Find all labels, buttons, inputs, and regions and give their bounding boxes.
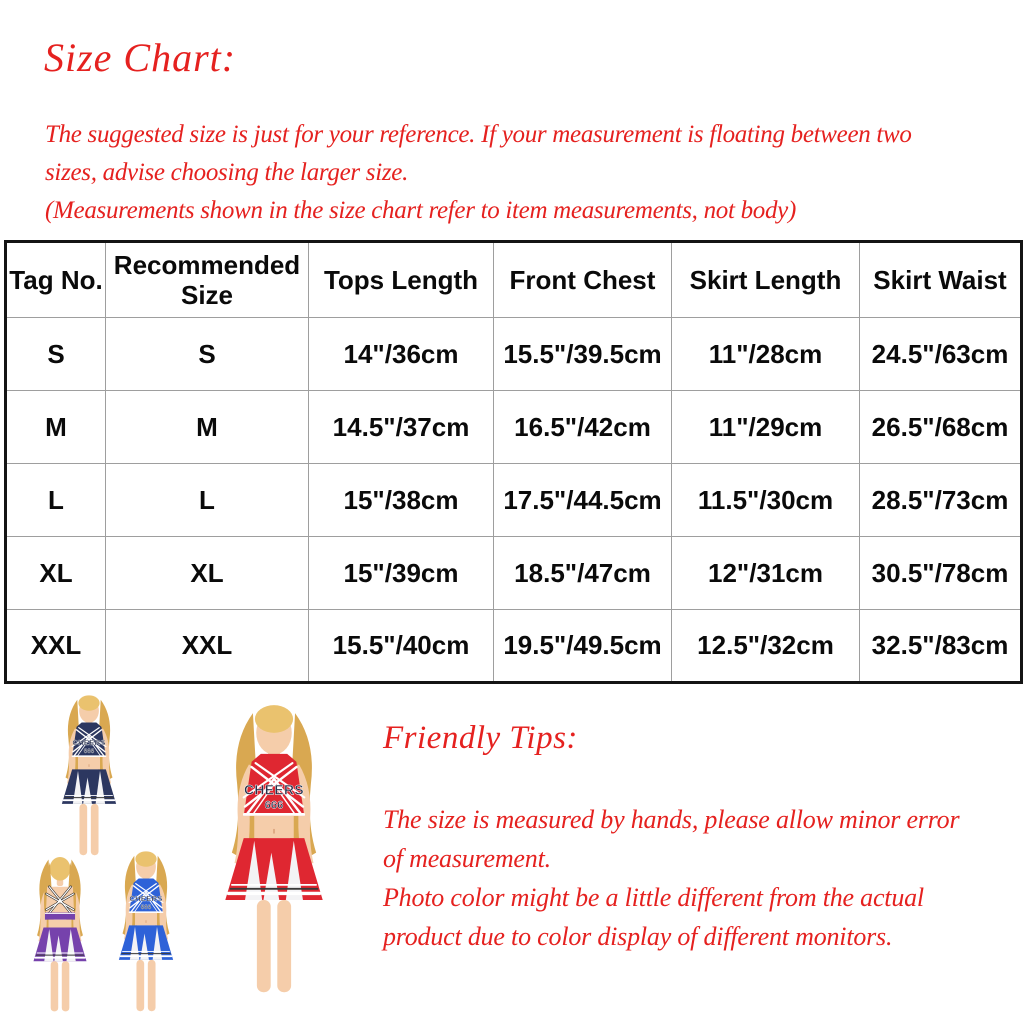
- table-cell: 15.5"/39.5cm: [494, 318, 672, 391]
- table-row: [6, 537, 1022, 610]
- product-photo-navy-front: [45, 688, 133, 864]
- table-cell: 14.5"/37cm: [309, 391, 494, 464]
- table-cell: 30.5"/78cm: [860, 537, 1022, 610]
- table-header-row: [6, 242, 1022, 318]
- column-header: Skirt Length: [672, 242, 860, 318]
- table-cell: 12.5"/32cm: [672, 610, 860, 683]
- svg-text:CHEERS: CHEERS: [72, 738, 106, 748]
- tips-note: [383, 800, 959, 956]
- tips-line: The size is measured by hands, please allow minor error: [383, 805, 960, 834]
- table-cell: 18.5"/47cm: [494, 537, 672, 610]
- column-header: Tag No.: [6, 242, 106, 318]
- svg-text:666: 666: [264, 799, 284, 812]
- svg-text:666: 666: [140, 903, 152, 911]
- svg-text:CHEERS: CHEERS: [244, 781, 304, 798]
- column-header: Tops Length: [309, 242, 494, 318]
- table-cell: 24.5"/63cm: [860, 318, 1022, 391]
- table-cell: 11"/29cm: [672, 391, 860, 464]
- intro-line: sizes, advise choosing the larger size.: [45, 159, 409, 186]
- product-photo-red-front: [195, 692, 353, 1008]
- table-cell: S: [106, 318, 309, 391]
- table-cell: M: [106, 391, 309, 464]
- table-cell: 19.5"/49.5cm: [494, 610, 672, 683]
- product-photo-collage: [12, 688, 372, 1024]
- intro-line: The suggested size is just for your reference. If your measurement is floating between two: [45, 121, 912, 148]
- page-title: Size Chart:: [44, 35, 237, 80]
- svg-text:666: 666: [83, 747, 95, 755]
- product-photo-blue-front: [102, 844, 190, 1020]
- table-row: [6, 464, 1022, 537]
- column-header: Recommended Size: [106, 242, 309, 318]
- table-cell: 15"/39cm: [309, 537, 494, 610]
- table-cell: 11"/28cm: [672, 318, 860, 391]
- table-cell: 26.5"/68cm: [860, 391, 1022, 464]
- table-cell: 16.5"/42cm: [494, 391, 672, 464]
- table-cell: 15.5"/40cm: [309, 610, 494, 683]
- product-photo-purple-back: [17, 848, 103, 1020]
- table-cell: 12"/31cm: [672, 537, 860, 610]
- product-photo-purple-back: [17, 848, 103, 1020]
- table-cell: XL: [6, 537, 106, 610]
- table-cell: 32.5"/83cm: [860, 610, 1022, 683]
- column-header: Skirt Waist: [860, 242, 1022, 318]
- tips-title: Friendly Tips:: [383, 720, 578, 756]
- column-header: Front Chest: [494, 242, 672, 318]
- size-table-header: [6, 242, 1022, 318]
- table-row: [6, 318, 1022, 391]
- table-cell: S: [6, 318, 106, 391]
- table-cell: M: [6, 391, 106, 464]
- table-cell: 14"/36cm: [309, 318, 494, 391]
- product-photo-navy-front: [45, 688, 133, 864]
- table-cell: XXL: [6, 610, 106, 683]
- product-photo-red-front: [195, 692, 353, 1008]
- table-cell: 11.5"/30cm: [672, 464, 860, 537]
- intro-note: [45, 116, 912, 230]
- tips-line: Photo color might be a little different from the actual: [383, 883, 924, 912]
- svg-text:CHEERS: CHEERS: [129, 894, 163, 904]
- tips-line: of measurement.: [383, 844, 551, 873]
- table-row: [6, 391, 1022, 464]
- table-cell: XXL: [106, 610, 309, 683]
- intro-line: (Measurements shown in the size chart refer to item measurements, not body): [45, 197, 796, 224]
- table-cell: L: [106, 464, 309, 537]
- table-cell: L: [6, 464, 106, 537]
- table-row: [6, 610, 1022, 683]
- table-cell: 15"/38cm: [309, 464, 494, 537]
- size-table-body: [6, 318, 1022, 683]
- size-table: [4, 240, 1023, 684]
- table-cell: 17.5"/44.5cm: [494, 464, 672, 537]
- tips-line: product due to color display of different monitors.: [383, 922, 893, 951]
- product-photo-blue-front: [102, 844, 190, 1020]
- table-cell: 28.5"/73cm: [860, 464, 1022, 537]
- table-cell: XL: [106, 537, 309, 610]
